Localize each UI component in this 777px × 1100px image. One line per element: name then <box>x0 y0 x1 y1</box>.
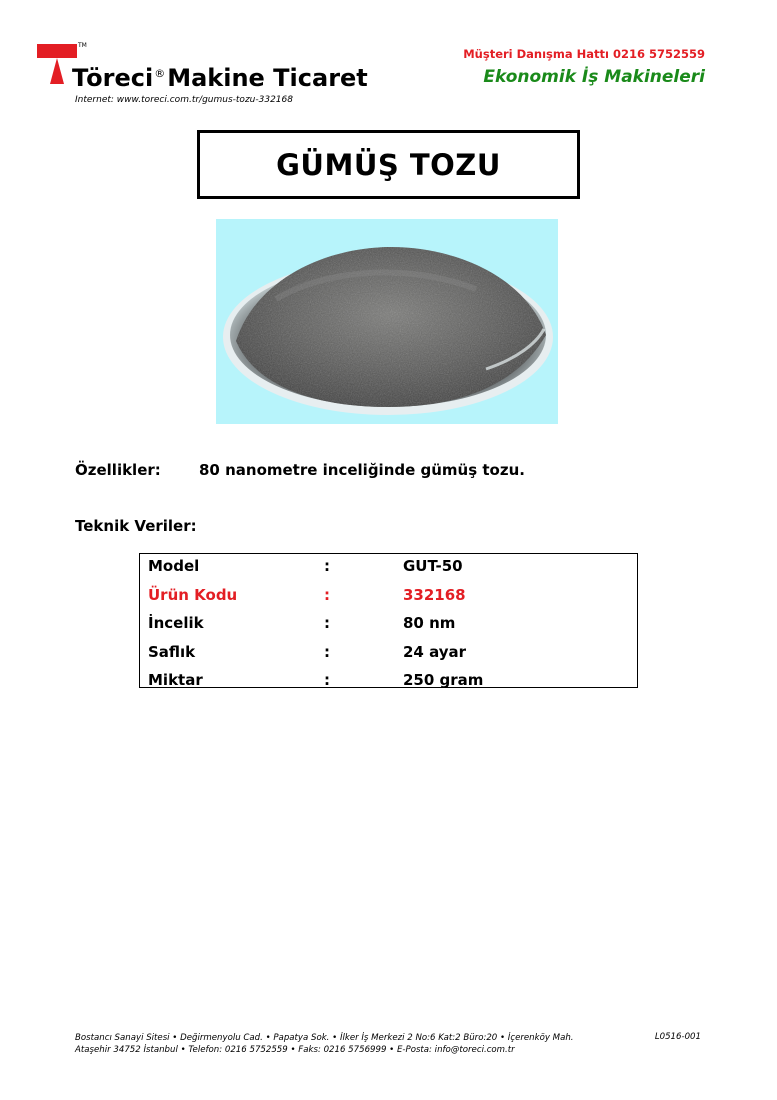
product-photo <box>216 219 558 424</box>
customer-hotline: Müşteri Danışma Hattı 0216 5752559 <box>463 47 705 61</box>
spec-key: Model <box>148 557 200 575</box>
spec-separator: : <box>324 642 330 661</box>
spec-row-model <box>140 556 637 585</box>
features-value: 80 nanometre inceliğinde gümüş tozu. <box>199 461 525 479</box>
registered-mark: ® <box>154 67 166 80</box>
product-title-box <box>197 130 580 199</box>
company-slogan: Ekonomik İş Makineleri <box>483 67 705 87</box>
features-label: Özellikler: <box>75 461 161 479</box>
trademark-mark: TM <box>78 42 87 49</box>
spec-separator: : <box>324 557 330 575</box>
spec-key: Ürün Kodu <box>148 585 238 604</box>
footer-address <box>75 1032 574 1056</box>
spec-value: GUT-50 <box>403 557 463 575</box>
spec-key: Miktar <box>148 671 203 690</box>
spec-value: 250 gram <box>403 671 484 690</box>
spec-row-quantity <box>140 670 637 699</box>
toreci-logo-icon <box>37 44 77 84</box>
logo-stem <box>50 58 64 84</box>
spec-separator: : <box>324 585 330 604</box>
product-title: GÜMÜŞ TOZU <box>276 147 501 182</box>
silver-powder-illustration <box>216 219 558 424</box>
logo-bar <box>37 44 77 58</box>
spec-key: Saflık <box>148 642 196 661</box>
spec-value: 24 ayar <box>403 642 467 661</box>
spec-row-fineness <box>140 613 637 642</box>
document-code: L0516-001 <box>654 1032 701 1042</box>
footer-line-1: Bostancı Sanayi Sitesi • Değirmenyolu Cad. • Papatya Sok. • İlker İş Merkezi 2 No:6 Kat:2 Büro:20 • İçerenköy Mah. <box>75 1033 574 1043</box>
company-name-main: Töreci <box>72 64 154 92</box>
internet-address: Internet: www.toreci.com.tr/gumus-tozu-332168 <box>75 95 293 105</box>
company-name-rest: Makine Ticaret <box>167 64 368 92</box>
technical-data-table <box>139 553 638 688</box>
technical-data-label: Teknik Veriler: <box>75 517 197 535</box>
spec-value: 80 nm <box>403 614 456 633</box>
spec-value: 332168 <box>403 585 466 604</box>
spec-row-product-code <box>140 585 637 614</box>
footer-line-2: Ataşehir 34752 İstanbul • Telefon: 0216 5752559 • Faks: 0216 5756999 • E-Posta: info@toreci.com.tr <box>75 1045 515 1055</box>
spec-row-purity <box>140 642 637 671</box>
spec-key: İncelik <box>148 614 204 633</box>
company-name <box>72 64 368 92</box>
spec-separator: : <box>324 671 330 690</box>
spec-separator: : <box>324 614 330 633</box>
